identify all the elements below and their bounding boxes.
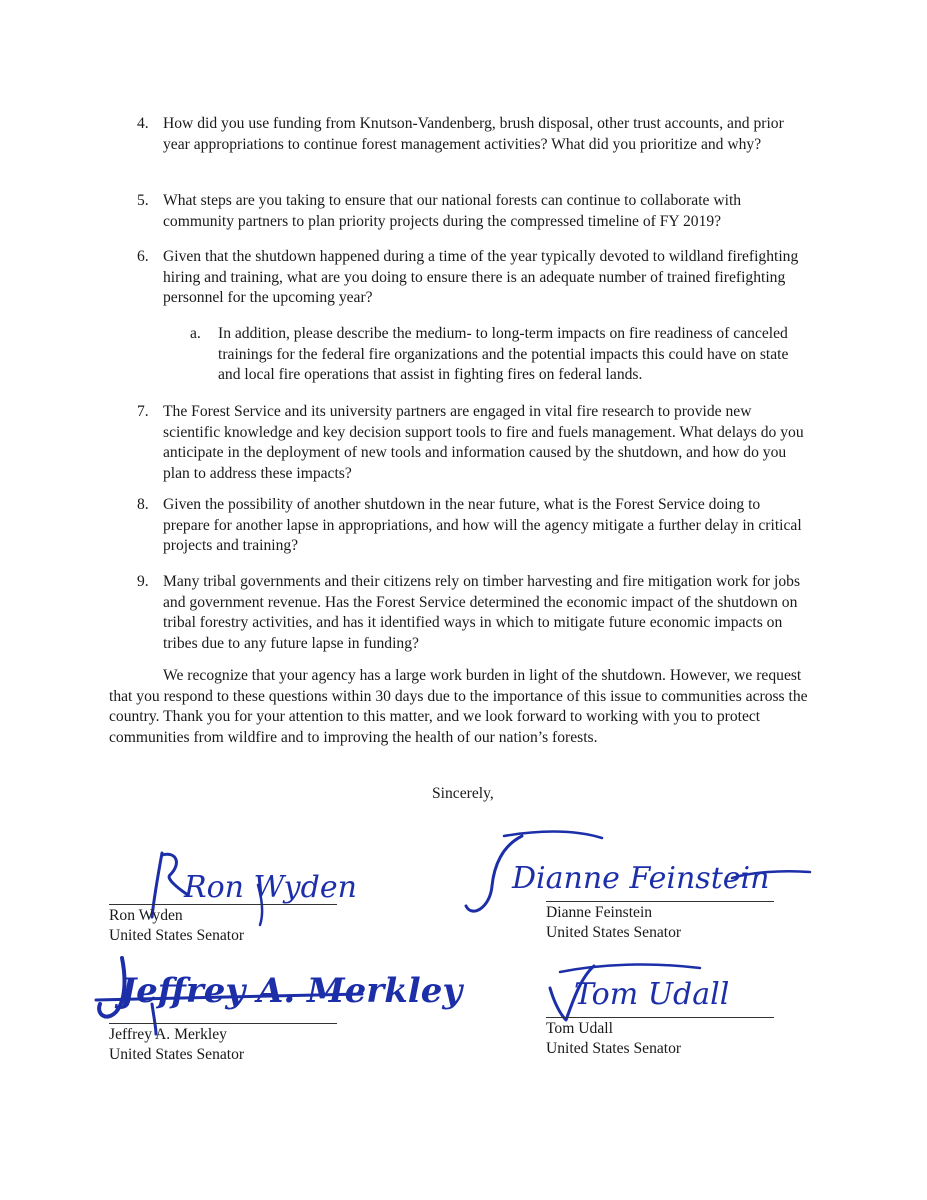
valediction: Sincerely, [432,785,494,802]
svg-text:Ron Wyden: Ron Wyden [184,870,357,905]
svg-text:Jeffrey A. Merkley: Jeffrey A. Merkley [120,971,463,1011]
question-text: Given the possibility of another shutdown in the near future, what is the Forest Service doing to prepare for another lapse in appropriations, and how will the agency mitigate a further delay in critical projects and training? [163,496,802,555]
subquestion-label: a. [190,325,201,342]
signatory-title: United States Senator [546,1040,682,1057]
question-5 [137,191,807,232]
question-9 [137,572,807,654]
question-number: 9. [137,573,149,590]
signature-line [109,904,337,905]
signatory-name: Tom Udall [546,1020,613,1037]
subquestion-text: In addition, please describe the medium- to long-term impacts on fire readiness of canceled trainings for the federal fire organizations and the potential impacts this could have on state and local fire operations that assist in fighting fires on federal lands. [218,325,789,384]
signatory-title: United States Senator [109,1046,245,1063]
question-text: Given that the shutdown happened during a time of the year typically devoted to wildland firefighting hiring and training, what are you doing to ensure there is an adequate number of trained firefighting personnel for the upcoming year? [163,248,799,307]
question-number: 7. [137,403,149,420]
question-4 [137,114,807,155]
question-8 [137,495,807,557]
signature-line [109,1023,337,1024]
closing-paragraph: We recognize that your agency has a large work burden in light of the shutdown. However, we request that you respond to these questions within 30 days due to the importance of this issue to communities across the country. Thank you for your attention to this matter, and we look forward to working with you to protect communities from wildfire and to improving the health of our nation’s forests. [109,667,808,746]
question-text: What steps are you taking to ensure that our national forests can continue to collaborate with community partners to plan priority projects during the compressed timeline of FY 2019? [163,192,742,230]
signature-line [546,1017,774,1018]
question-7 [137,402,807,484]
question-6 [137,247,807,309]
subquestion-a [190,324,790,386]
signatory-name: Ron Wyden [109,907,183,924]
question-text: The Forest Service and its university partners are engaged in vital fire research to provide new scientific knowledge and key decision support tools to fire and fuels management. What delays do you anticipate in the deployment of new tools and information caused by the shutdown, and how do you plan to address these impacts? [163,403,804,482]
question-number: 8. [137,496,149,513]
question-number: 4. [137,115,149,132]
signatory-title: United States Senator [546,924,682,941]
question-text: Many tribal governments and their citizens rely on timber harvesting and fire mitigation work for jobs and government revenue. Has the Forest Service determined the economic impact of the shutdown on tribal forestry activities, and has it identified ways in which to mitigate future economic impacts on tribes due to any future lapse in funding? [163,573,801,652]
question-text: How did you use funding from Knutson-Vandenberg, brush disposal, other trust accounts, and prior year appropriations to continue forest management activities? What did you prioritize and why? [163,115,784,153]
question-number: 6. [137,248,149,265]
signatory-name: Jeffrey A. Merkley [109,1026,227,1043]
signatory-title: United States Senator [109,927,245,944]
signatory-name: Dianne Feinstein [546,904,653,921]
signature-line [546,901,774,902]
svg-text:Dianne Feinstein: Dianne Feinstein [512,861,770,896]
question-number: 5. [137,192,149,209]
svg-text:Tom Udall: Tom Udall [574,977,730,1012]
